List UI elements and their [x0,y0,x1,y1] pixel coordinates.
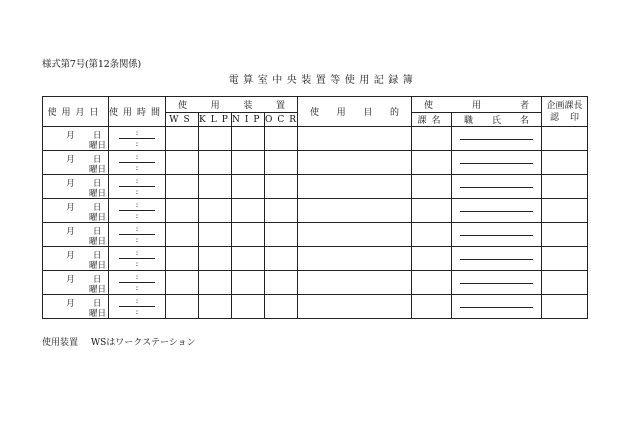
weekday-label: 曜日 [89,189,107,199]
header-user [412,97,542,113]
name-cell[interactable] [452,223,542,247]
start-colon: : [135,248,139,257]
ocr-cell[interactable] [265,223,298,247]
log-row [43,151,588,175]
start-colon: : [135,128,139,137]
name-cell[interactable] [452,199,542,223]
klp-cell[interactable] [199,127,232,151]
end-colon: : [135,163,139,172]
nip-cell[interactable] [232,295,265,319]
date-cell[interactable] [43,223,109,247]
time-cell[interactable] [109,151,166,175]
ws-cell[interactable] [166,295,199,319]
name-underline [460,259,533,260]
header-row [43,97,588,113]
name-cell[interactable] [452,295,542,319]
ocr-cell[interactable] [265,247,298,271]
ocr-cell[interactable] [265,295,298,319]
user-header-char: 使 [424,101,434,111]
time-cell[interactable] [109,199,166,223]
ws-cell[interactable] [166,271,199,295]
time-cell[interactable] [109,271,166,295]
day-label: 日 [93,251,102,261]
month-label: 月 [66,131,75,141]
approval-cell[interactable] [542,127,588,151]
purpose-cell[interactable] [298,271,412,295]
month-label: 月 [66,227,75,237]
purpose-cell[interactable] [298,295,412,319]
section-cell[interactable] [412,247,452,271]
end-colon: : [135,307,139,316]
date-cell[interactable] [43,175,109,199]
header-equipment [166,97,298,113]
time-cell[interactable] [109,175,166,199]
approval-cell[interactable] [542,271,588,295]
section-cell[interactable] [412,199,452,223]
end-colon: : [135,235,139,244]
footnote [42,335,206,348]
log-row [43,247,588,271]
log-row [43,199,588,223]
ocr-cell[interactable] [265,175,298,199]
weekday-label: 曜日 [89,141,107,151]
document-title: 電算室中央装置等使用記録簿 [228,75,418,86]
end-colon: : [135,187,139,196]
approval-cell[interactable] [542,175,588,199]
purpose-cell[interactable] [298,127,412,151]
start-colon: : [135,200,139,209]
approval-seal-char: 認 [550,112,560,123]
day-label: 日 [93,131,102,141]
equipment-header-char: 装 [243,101,253,111]
weekday-label: 曜日 [89,309,107,319]
end-colon: : [135,139,139,148]
approval-cell[interactable] [542,151,588,175]
form-number: 様式第7号(第12条関係) [42,59,141,70]
ocr-cell[interactable] [265,271,298,295]
user-header-char: 用 [472,101,482,111]
log-row [43,295,588,319]
name-underline [460,211,533,212]
day-label: 日 [93,275,102,285]
day-label: 日 [93,203,102,213]
ws-cell[interactable] [166,247,199,271]
date-cell[interactable] [43,151,109,175]
nip-cell[interactable] [232,199,265,223]
time-cell[interactable] [109,223,166,247]
purpose-cell[interactable] [298,175,412,199]
start-colon: : [135,272,139,281]
section-cell[interactable] [412,271,452,295]
log-row [43,223,588,247]
col-section-name: 課名 [412,113,452,127]
name-cell[interactable] [452,151,542,175]
day-label: 日 [93,227,102,237]
purpose-header-char: 用 [336,108,346,118]
approval-cell[interactable] [542,223,588,247]
nip-cell[interactable] [232,175,265,199]
user-header-char: 者 [520,101,530,111]
section-cell[interactable] [412,127,452,151]
klp-cell[interactable] [199,175,232,199]
day-label: 日 [93,299,102,309]
approval-line2 [542,112,587,124]
end-colon: : [135,211,139,220]
day-label: 日 [93,155,102,165]
section-cell[interactable] [412,175,452,199]
col-nip: NIP [232,114,265,125]
klp-cell[interactable] [199,223,232,247]
col-title-name [452,113,542,127]
month-label: 月 [66,275,75,285]
section-cell[interactable] [412,151,452,175]
date-cell[interactable] [43,199,109,223]
time-cell[interactable] [109,295,166,319]
header-date: 使用月日 [43,97,109,127]
month-label: 月 [66,179,75,189]
approval-seal-char: 印 [570,112,580,123]
purpose-header-char: 使 [310,108,320,118]
klp-cell[interactable] [199,295,232,319]
weekday-label: 曜日 [89,237,107,247]
nip-cell[interactable] [232,223,265,247]
purpose-cell[interactable] [298,247,412,271]
nip-cell[interactable] [232,247,265,271]
name-underline [460,139,533,140]
approval-line1: 企画課長 [546,100,583,111]
col-ocr: OCR [265,114,302,125]
ws-cell[interactable] [166,151,199,175]
ocr-cell[interactable] [265,199,298,223]
start-colon: : [135,224,139,233]
footnote-text: WSはワークステーション [90,338,196,348]
name-underline [460,187,533,188]
klp-cell[interactable] [199,271,232,295]
klp-cell[interactable] [199,151,232,175]
klp-cell[interactable] [199,247,232,271]
ws-cell[interactable] [166,223,199,247]
name-underline [460,307,533,308]
name-cell[interactable] [452,175,542,199]
equipment-header-char: 用 [210,101,220,111]
section-cell[interactable] [412,223,452,247]
equipment-header-char: 置 [275,101,285,111]
title-name-header-char: 名 [520,116,530,126]
section-cell[interactable] [412,295,452,319]
weekday-label: 曜日 [89,165,107,175]
date-cell[interactable] [43,247,109,271]
ws-cell[interactable] [166,175,199,199]
day-label: 日 [93,179,102,189]
weekday-label: 曜日 [89,285,107,295]
nip-cell[interactable] [232,127,265,151]
weekday-label: 曜日 [89,213,107,223]
month-label: 月 [66,251,75,261]
usage-log-table [42,96,588,319]
approval-cell[interactable] [542,295,588,319]
log-row [43,271,588,295]
ocr-cell[interactable] [265,151,298,175]
purpose-header-char: 的 [389,108,399,118]
col-klp: KLP [199,114,233,125]
date-cell[interactable] [43,295,109,319]
time-cell[interactable] [109,127,166,151]
date-cell[interactable] [43,271,109,295]
name-cell[interactable] [452,127,542,151]
title-name-header-char: 氏 [492,116,502,126]
start-colon: : [135,176,139,185]
name-cell[interactable] [452,247,542,271]
nip-cell[interactable] [232,271,265,295]
log-row [43,175,588,199]
header-purpose [298,97,412,127]
nip-cell[interactable] [232,151,265,175]
purpose-cell[interactable] [298,223,412,247]
start-colon: : [135,296,139,305]
date-cell[interactable] [43,127,109,151]
equipment-header-char: 使 [178,101,188,111]
col-ws: WS [166,113,199,127]
end-colon: : [135,259,139,268]
month-label: 月 [66,155,75,165]
purpose-header-char: 目 [363,108,373,118]
header-time: 使用時間 [109,97,166,127]
time-cell[interactable] [109,247,166,271]
name-underline [460,283,533,284]
name-underline [460,163,533,164]
approval-cell[interactable] [542,247,588,271]
approval-cell[interactable] [542,199,588,223]
log-row [43,127,588,151]
ws-cell[interactable] [166,199,199,223]
end-colon: : [135,283,139,292]
purpose-cell[interactable] [298,199,412,223]
name-underline [460,235,533,236]
header-approval [542,97,588,127]
start-colon: : [135,152,139,161]
purpose-cell[interactable] [298,151,412,175]
klp-cell[interactable] [199,199,232,223]
name-cell[interactable] [452,271,542,295]
footnote-label: 使用装置 [42,338,79,348]
month-label: 月 [66,203,75,213]
title-name-header-char: 職 [464,116,474,126]
weekday-label: 曜日 [89,261,107,271]
ws-cell[interactable] [166,127,199,151]
ocr-cell[interactable] [265,127,298,151]
month-label: 月 [66,299,75,309]
